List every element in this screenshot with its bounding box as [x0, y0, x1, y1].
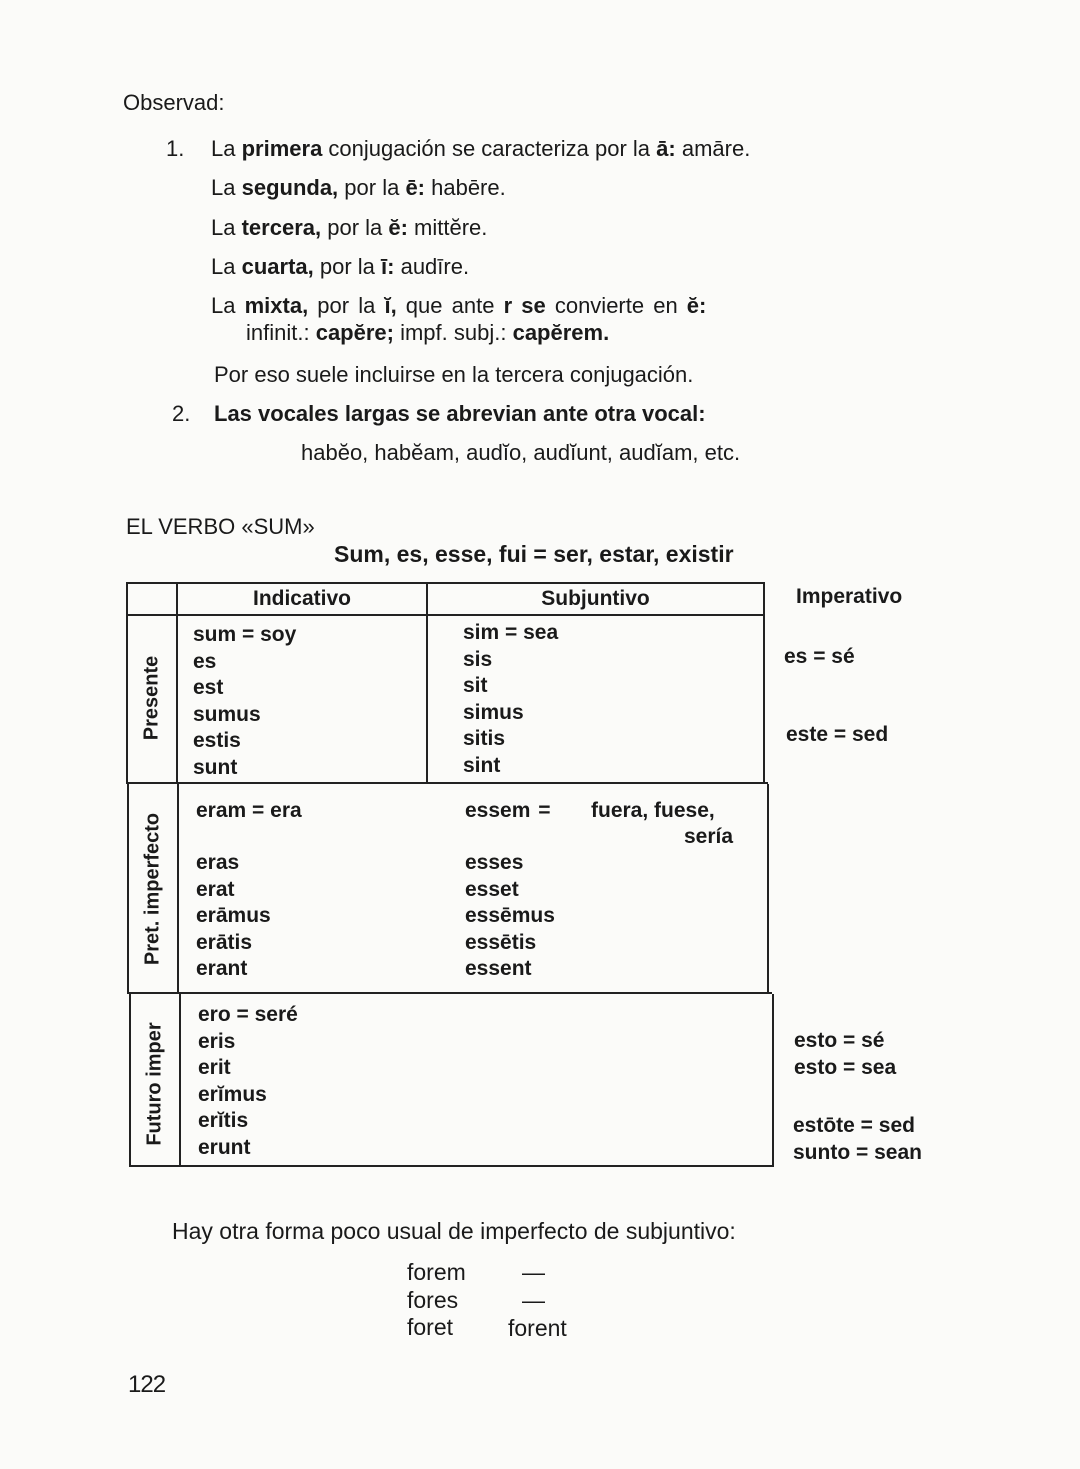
item-1-line-2: La segunda, por la ē: habēre.: [211, 175, 506, 200]
item-1-line-6: infinit.: capĕre; impf. subj.: capĕrem.: [246, 320, 610, 345]
item-1-number: 1.: [166, 136, 185, 161]
item-2-number: 2.: [172, 401, 191, 426]
footer-note: Hay otra forma poco usual de imperfecto de subjuntivo:: [172, 1218, 736, 1244]
futuro-imperativo-2: esto = sea: [794, 1056, 897, 1079]
footer-form-2-plural: —: [522, 1287, 545, 1313]
futuro-indicativo: ero = seré eris erit erĭmus erĭtis erunt: [198, 1003, 298, 1159]
item-1-line-3: La tercera, por la ĕ: mittĕre.: [211, 215, 488, 240]
footer-form-3: foret: [407, 1314, 454, 1340]
presente-indicativo: sum = soy es est sumus estis sunt: [193, 623, 297, 779]
imperfecto-indicativo-first: eram = era: [196, 799, 302, 822]
row-label-presente: Presente: [140, 655, 163, 741]
imperfecto-subjuntivo-meaning-2: sería: [684, 825, 734, 848]
item-2-line-1: Las vocales largas se abrevian ante otra vocal:: [214, 401, 706, 426]
imperfecto-subjuntivo-meaning: fuera, fuese,: [591, 799, 715, 822]
futuro-imperativo-1: esto = sé: [794, 1029, 885, 1052]
footer-form-1-plural: —: [522, 1259, 545, 1285]
item-1-line-1: La primera conjugación se caracteriza por la ā: amāre.: [211, 136, 751, 161]
item-1-line-4: La cuarta, por la ī: audīre.: [211, 254, 470, 279]
imperfecto-subjuntivo: esses esset essēmus essētis essent: [465, 851, 555, 980]
section-title: EL VERBO «SUM»: [126, 514, 315, 539]
footer-form-2: fores: [407, 1287, 459, 1313]
futuro-imperativo-4: sunto = sean: [793, 1141, 922, 1164]
header-indicativo: Indicativo: [252, 587, 352, 610]
observe-heading: Observad:: [123, 90, 225, 115]
presente-subjuntivo: sim = sea sis sit simus sitis sint: [463, 621, 559, 777]
header-imperativo: Imperativo: [796, 585, 903, 608]
presente-imperativo-2: este = sed: [786, 723, 889, 746]
presente-imperativo-1: es = sé: [784, 645, 855, 668]
footer-form-1: forem: [407, 1259, 466, 1285]
item-1-line-7: Por eso suele incluirse en la tercera conjugación.: [214, 362, 694, 387]
futuro-imperativo-3: estōte = sed: [793, 1114, 915, 1137]
section-subtitle: Sum, es, esse, fui = ser, estar, existir: [334, 541, 734, 567]
item-1-line-5: La mixta, por la ĭ, que ante r se convierte en ĕ:: [211, 293, 707, 318]
imperfecto-subjuntivo-first: essem =: [465, 799, 551, 822]
item-2-line-2: habĕo, habĕam, audĭo, audĭunt, audĭam, etc.: [301, 440, 741, 465]
imperfecto-indicativo: eras erat erāmus erātis erant: [196, 851, 271, 980]
header-subjuntivo: Subjuntivo: [541, 587, 650, 610]
row-label-pret-imperfecto: Pret. imperfecto: [141, 812, 164, 966]
row-label-futuro-imper: Futuro imper: [143, 1022, 166, 1146]
page-number: 122: [128, 1371, 166, 1398]
footer-form-3-plural: forent: [508, 1315, 567, 1341]
